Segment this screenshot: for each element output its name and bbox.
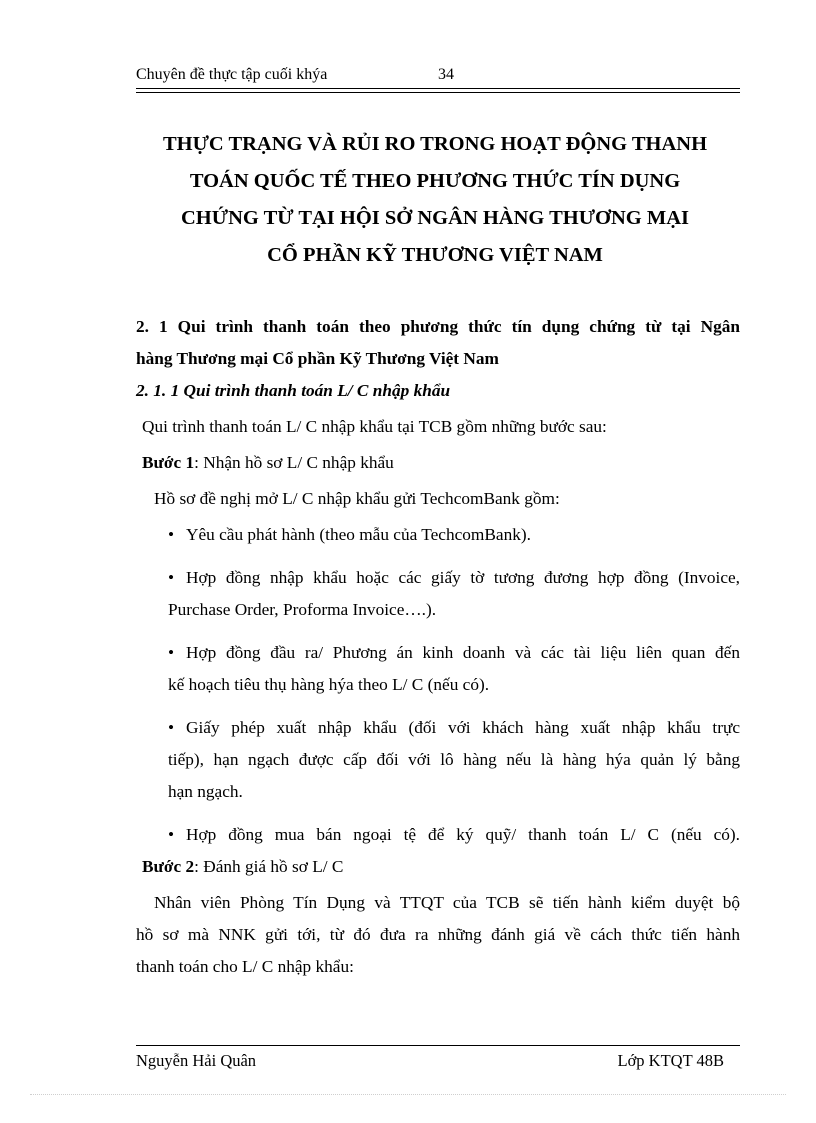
chapter-title-line: CHỨNG TỪ TẠI HỘI SỞ NGÂN HÀNG THƯƠNG MẠI xyxy=(181,207,689,229)
header-rule xyxy=(136,88,740,89)
bullet-text: Hợp đồng mua bán ngoại tệ để ký quỹ/ thanh toán L/ C (nếu có). xyxy=(186,825,740,844)
page-header xyxy=(136,64,740,92)
chapter-title-line: CỔ PHẦN KỸ THƯƠNG VIỆT NAM xyxy=(267,244,603,266)
body-content xyxy=(136,311,740,983)
bullet-item xyxy=(136,562,740,626)
step-1-label: Bước 1 xyxy=(142,453,195,472)
bullet-text: Hợp đồng đầu ra/ Phương án kinh doanh và các tài liệu liên quan đến xyxy=(186,643,740,662)
bullet-item xyxy=(136,712,740,808)
page-number: 34 xyxy=(438,66,454,83)
paragraph xyxy=(136,887,740,983)
bullet-icon: • xyxy=(168,568,175,587)
footer-rule xyxy=(136,1045,740,1046)
bullet-text: Giấy phép xuất nhập khẩu (đối với khách hàng xuất nhập khẩu trực xyxy=(186,718,740,737)
bullet-icon: • xyxy=(168,825,175,844)
bullet-icon: • xyxy=(168,718,175,737)
bullet-icon: • xyxy=(168,525,175,544)
step-2 xyxy=(136,851,740,883)
step-1 xyxy=(136,447,740,479)
section-heading-line: 2. 1 Qui trình thanh toán theo phương thức tín dụng chứng từ tại Ngân xyxy=(136,317,740,336)
chapter-title xyxy=(110,126,760,274)
subsection-heading: 2. 1. 1 Qui trình thanh toán L/ C nhập khẩu xyxy=(136,381,451,400)
bullet-text: Yêu cầu phát hành (theo mẫu của TechcomBank). xyxy=(186,525,531,544)
paragraph-line: hồ sơ mà NNK gửi tới, từ đó đưa ra những đánh giá về cách thức tiến hành xyxy=(136,925,740,944)
section-heading-line: hàng Thương mại Cổ phần Kỹ Thương Việt Nam xyxy=(136,349,499,368)
header-rule-thin xyxy=(136,92,740,93)
step-1-text: : Nhận hồ sơ L/ C nhập khẩu xyxy=(194,453,394,472)
bullet-text: tiếp), hạn ngạch được cấp đối với lô hàng nếu là hàng hýa quản lý bằng xyxy=(168,750,740,769)
bullet-icon: • xyxy=(168,643,175,662)
bullet-item xyxy=(136,637,740,701)
chapter-title-line: TOÁN QUỐC TẾ THEO PHƯƠNG THỨC TÍN DỤNG xyxy=(189,170,681,192)
paragraph-line: thanh toán cho L/ C nhập khẩu: xyxy=(136,957,354,976)
page-footer xyxy=(136,1045,740,1070)
bullet-text: Purchase Order, Proforma Invoice….). xyxy=(168,600,437,619)
dossier-intro: Hồ sơ đề nghị mở L/ C nhập khẩu gửi TechcomBank gồm: xyxy=(154,489,560,508)
intro-paragraph: Qui trình thanh toán L/ C nhập khẩu tại TCB gồm những bước sau: xyxy=(142,417,607,436)
footer-class: Lớp KTQT 48B xyxy=(617,1051,724,1070)
bullet-item xyxy=(136,519,740,551)
bullet-text: Hợp đồng nhập khẩu hoặc các giấy tờ tương đương hợp đồng (Invoice, xyxy=(186,568,740,587)
bullet-text: hạn ngạch. xyxy=(168,782,243,801)
bullet-item xyxy=(136,819,740,851)
header-title: Chuyên đề thực tập cuối khýa xyxy=(136,66,328,83)
step-2-text: : Đánh giá hồ sơ L/ C xyxy=(194,857,344,876)
step-2-label: Bước 2 xyxy=(142,857,195,876)
footer-author: Nguyễn Hải Quân xyxy=(136,1051,257,1070)
chapter-title-line: THỰC TRẠNG VÀ RỦI RO TRONG HOẠT ĐỘNG THANH xyxy=(162,133,708,155)
paragraph-line: Nhân viên Phòng Tín Dụng và TTQT của TCB sẽ tiến hành kiểm duyệt bộ xyxy=(154,893,740,912)
bullet-text: kế hoạch tiêu thụ hàng hýa theo L/ C (nếu có). xyxy=(168,675,490,694)
page-edge-divider xyxy=(30,1094,786,1095)
